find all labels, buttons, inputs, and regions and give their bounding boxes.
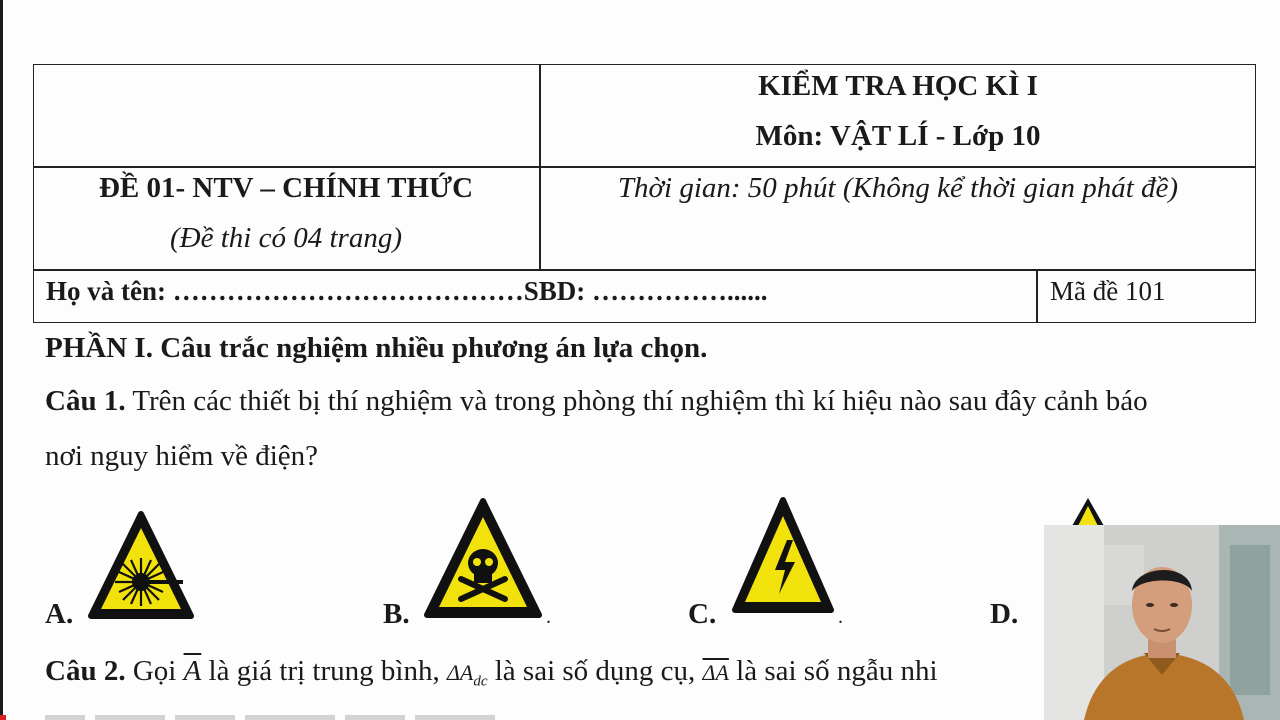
instrument-error-subscript: dc [473,673,488,690]
section-title: PHẦN I. Câu trắc nghiệm nhiều phương án lựa chọn. [45,332,708,364]
option-c-period: . [838,606,843,628]
presenter-webcam [1044,525,1280,720]
exam-code: Mã đề 101 [1050,276,1166,306]
toxic-skull-warning-icon [423,497,543,623]
electrical-hazard-icon [731,496,835,618]
question-2-text-1: Gọi [132,655,177,687]
left-edge-border [0,0,3,720]
exam-pages-note: (Đề thi có 04 trang) [170,222,402,254]
question-1-text: Trên các thiết bị thí nghiệm và trong phòng thí nghiệm thì kí hiệu nào sau đây cảnh báo [132,385,1148,417]
mean-value-symbol: $\overline{A}$ [183,655,202,687]
random-error-symbol: $\overline{\Delta A}$ [702,660,729,685]
question-2-line [45,655,938,690]
instrument-error-base: ΔA [446,660,474,685]
option-a-label: A. [45,598,74,630]
question-1-line-2: nơi nguy hiểm về điện? [45,440,319,472]
instrument-error-symbol [446,660,488,690]
exam-title: KIỂM TRA HỌC KÌ I [758,70,1038,102]
option-b-period: . [546,606,551,628]
next-line-partial [0,705,1044,720]
warning-sign-icon [1068,496,1108,526]
exam-code-title: ĐỀ 01- NTV – CHÍNH THỨC [98,172,474,204]
question-1-line-1 [45,385,1148,418]
option-b-label: B. [383,598,410,630]
exam-time: Thời gian: 50 phút (Không kể thời gian phát đề) [617,172,1179,204]
option-d-label: D. [990,598,1019,630]
question-1-label: Câu 1. [45,385,126,417]
question-2-text-2: là giá trị trung bình, [208,655,440,687]
question-2-label: Câu 2. [45,655,126,687]
student-info-line: Họ và tên: …………………………………SBD: ……………...... [46,276,768,306]
student-info-divider [1036,270,1038,323]
question-2-text-4: là sai số ngẫu nhi [736,655,938,687]
header-divider-horizontal [33,166,1256,168]
option-c-label: C. [688,598,717,630]
question-2-text-3: là sai số dụng cụ, [494,655,696,687]
exam-subject: Môn: VẬT LÍ - Lớp 10 [755,120,1041,152]
laser-warning-icon [85,508,197,624]
